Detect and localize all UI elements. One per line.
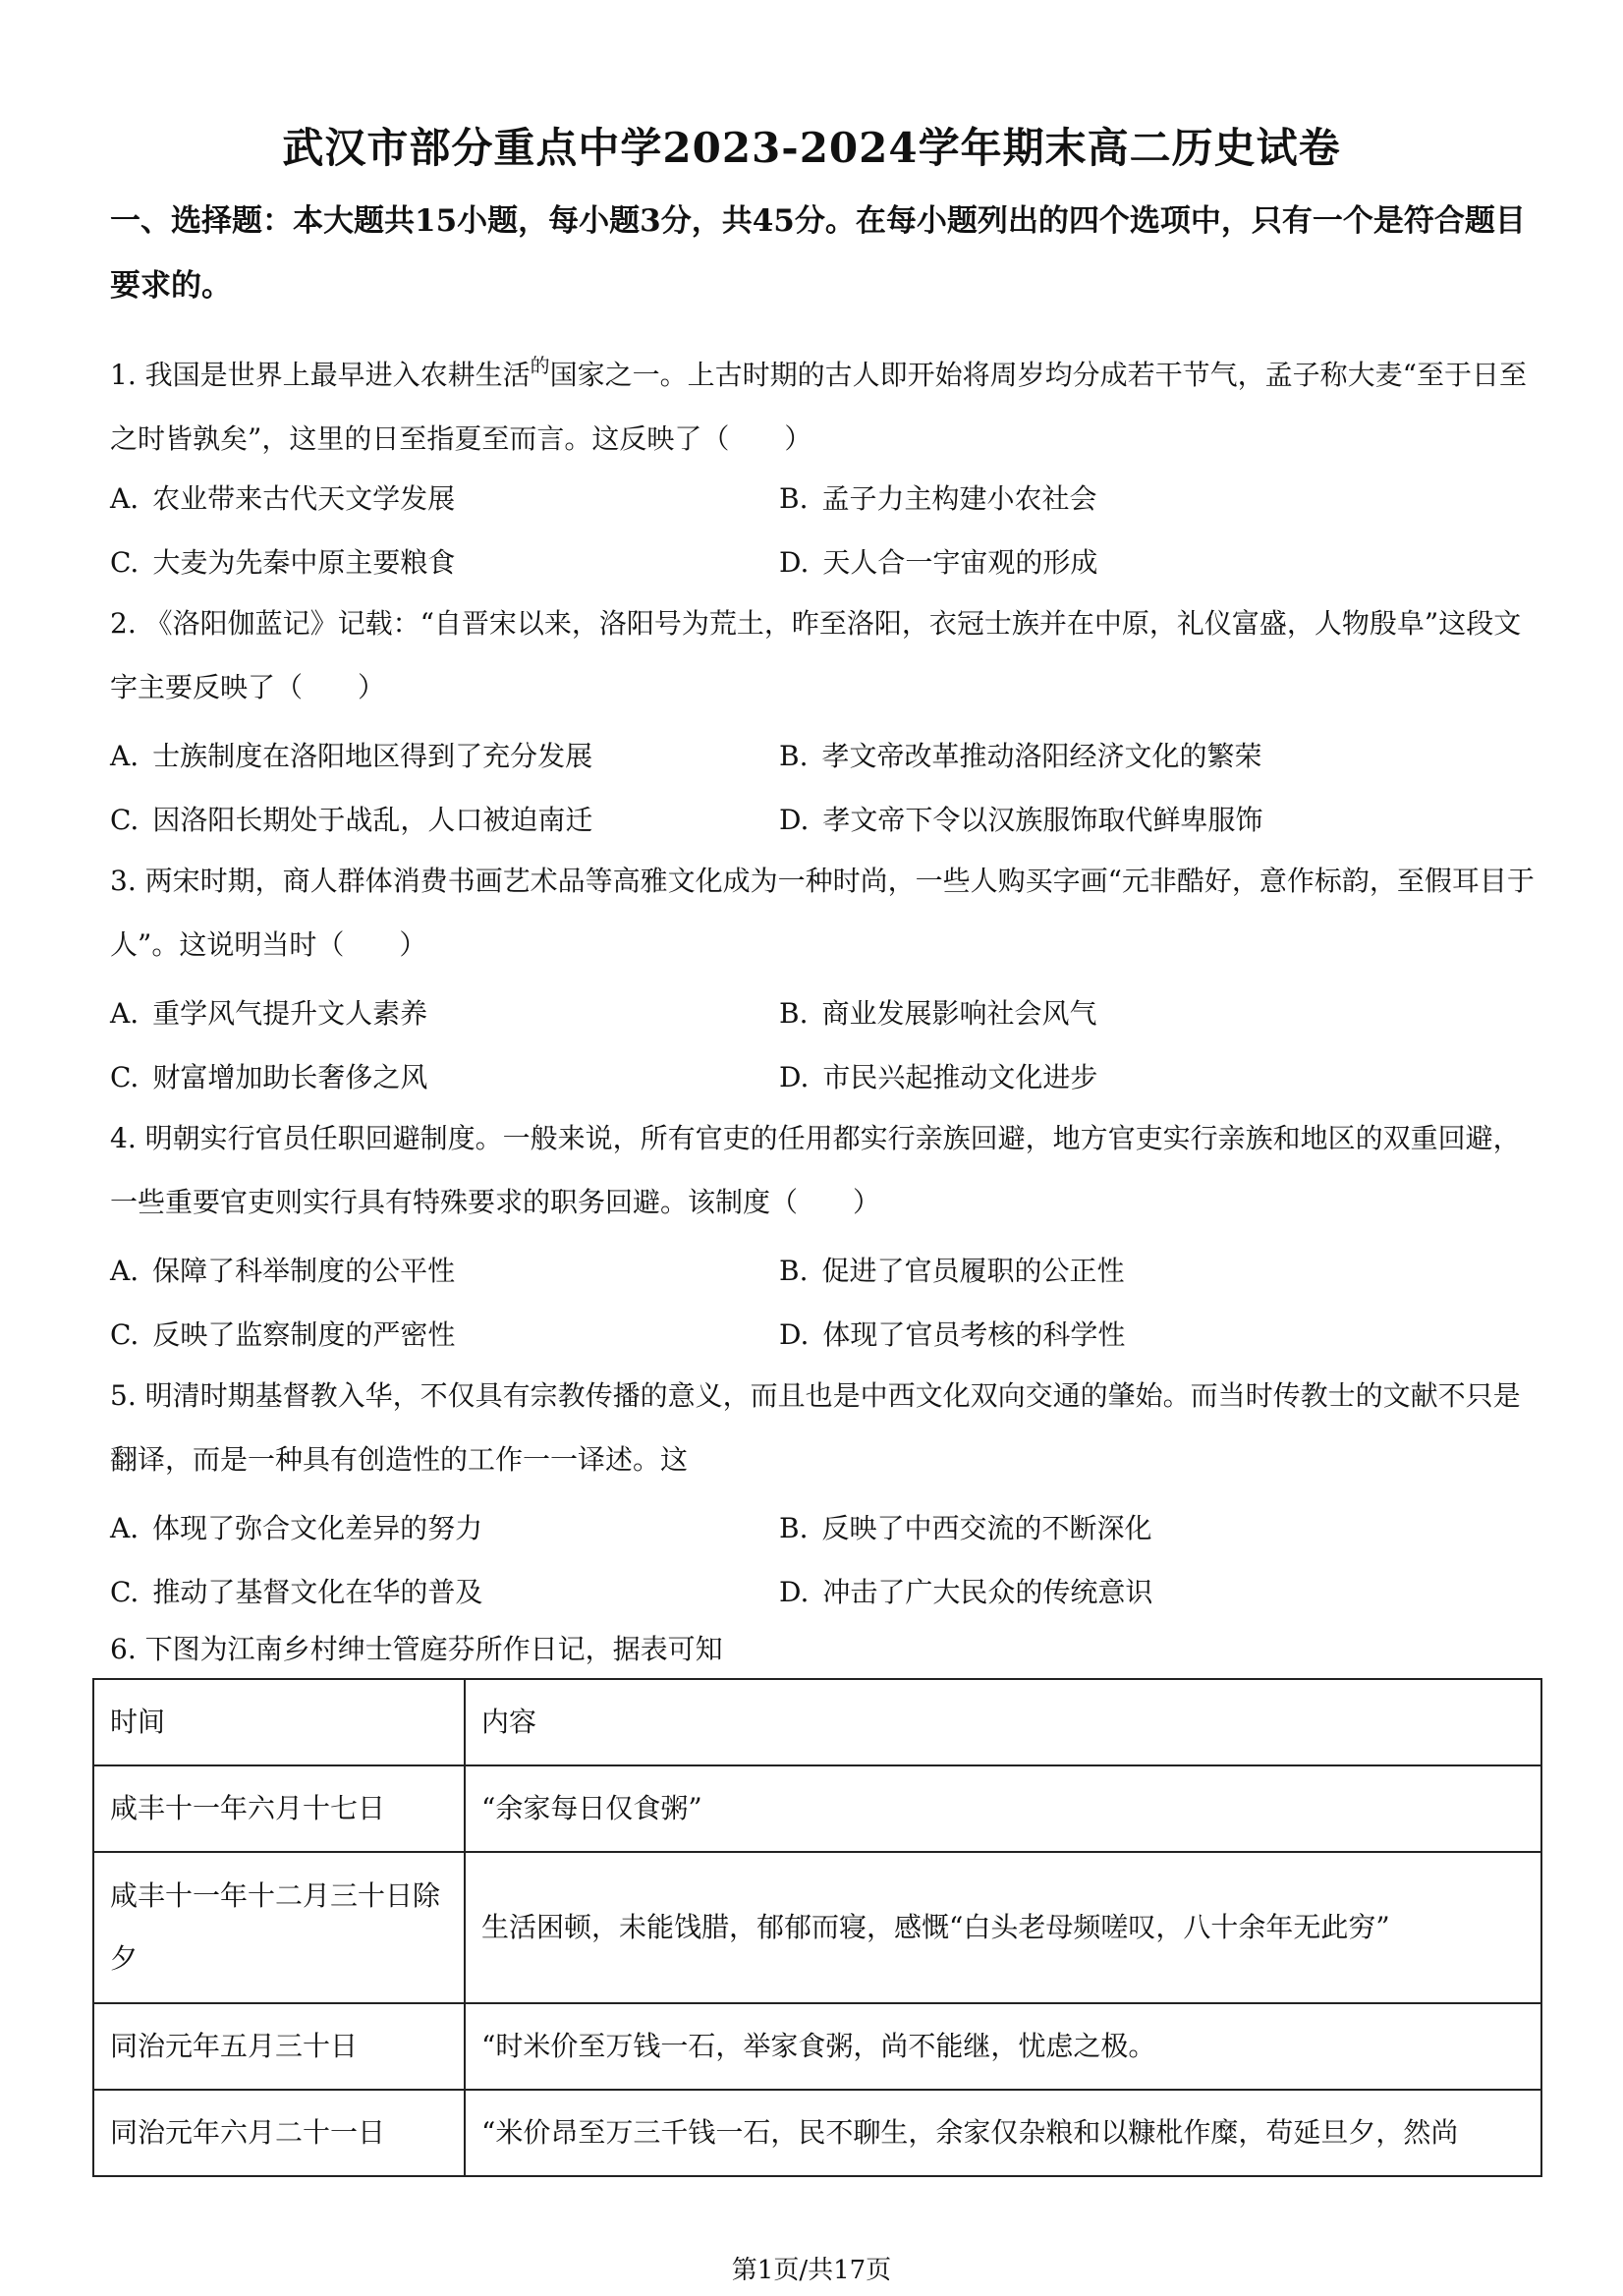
- table-row: [93, 1852, 1541, 2003]
- page-footer: 第1页/共17页: [731, 2256, 892, 2285]
- question-4-option-d[interactable]: [779, 1314, 1125, 1353]
- question-2-stem: 2. 《洛阳伽蓝记》记载：“自晋宋以来，洛阳号为荒土，昨至洛阳，衣冠士族并在中原，礼仪富盛，人物殷阜”这段文字主要反映了（ ）: [110, 607, 1522, 703]
- section-heading: 一、选择题：本大题共15小题，每小题3分，共45分。在每小题列出的四个选项中，只有一个是符合题目要求的。: [110, 203, 1526, 304]
- question-5-option-c[interactable]: [110, 1571, 482, 1610]
- table-header-row: [93, 1679, 1541, 1765]
- option-letter: D.: [779, 1061, 810, 1093]
- option-letter: C.: [110, 1318, 140, 1351]
- option-text: 重学风气提升文人素养: [152, 997, 428, 1030]
- option-text: 孟子力主构建小农社会: [821, 482, 1097, 515]
- option-text: 农业带来古代天文学发展: [152, 482, 456, 515]
- option-letter: D.: [779, 1318, 810, 1351]
- question-5-stem: 5. 明清时期基督教入华，不仅具有宗教传播的意义，而且也是中西文化双向交通的肇始。而当时传教士的文献不只是翻译，而是一种具有创造性的工作一一译述。这: [110, 1379, 1521, 1476]
- table-cell-time: 同治元年六月二十一日: [93, 2090, 465, 2176]
- option-text: 推动了基督文化在华的普及: [152, 1576, 483, 1608]
- question-1-stem-part-b: 国家之一。上古时期的古人即开始将周岁均分成若干节气，孟子称大麦“至于日至之时皆孰矣”，这里的日至指夏至而言。这反映了（ ）: [110, 359, 1527, 455]
- option-letter: D.: [779, 546, 810, 579]
- option-letter: A.: [110, 740, 140, 772]
- option-text: 促进了官员履职的公正性: [821, 1255, 1125, 1287]
- option-letter: D.: [779, 804, 810, 836]
- question-5-option-b[interactable]: [779, 1507, 1152, 1546]
- table-cell-content: 生活困顿，未能饯腊，郁郁而寝，感慨“白头老母频嗟叹，八十余年无此穷”: [465, 1852, 1541, 2003]
- table-header-time: 时间: [93, 1679, 465, 1765]
- question-4-option-c[interactable]: [110, 1314, 455, 1353]
- option-text: 因洛阳长期处于战乱，人口被迫南迁: [152, 804, 593, 836]
- option-letter: A.: [110, 482, 140, 515]
- option-letter: C.: [110, 546, 140, 579]
- option-text: 反映了监察制度的严密性: [152, 1318, 456, 1351]
- question-4-option-a[interactable]: [110, 1250, 455, 1289]
- table-cell-content: “余家每日仅食粥”: [465, 1765, 1541, 1852]
- table-cell-time: 同治元年五月三十日: [93, 2003, 465, 2090]
- option-text: 保障了科举制度的公平性: [152, 1255, 456, 1287]
- option-letter: A.: [110, 1255, 140, 1287]
- option-text: 天人合一宇宙观的形成: [822, 546, 1098, 579]
- exam-title: 武汉市部分重点中学2023-2024学年期末高二历史试卷: [282, 124, 1341, 172]
- question-5-option-a[interactable]: [110, 1507, 482, 1546]
- option-text: 反映了中西交流的不断深化: [821, 1512, 1152, 1544]
- diary-table: [92, 1678, 1542, 2177]
- option-letter: D.: [779, 1576, 810, 1608]
- option-letter: C.: [110, 1061, 140, 1093]
- option-text: 体现了官员考核的科学性: [822, 1318, 1126, 1351]
- option-letter: C.: [110, 804, 140, 836]
- option-text: 商业发展影响社会风气: [821, 997, 1097, 1030]
- question-1-option-c[interactable]: [110, 541, 455, 581]
- option-letter: B.: [779, 482, 809, 515]
- option-text: 大麦为先秦中原主要粮食: [152, 546, 456, 579]
- question-3-stem: 3. 两宋时期，商人群体消费书画艺术品等高雅文化成为一种时尚，一些人购买字画“元非酷好，意作标韵，至假耳目于人”。这说明当时（ ）: [110, 865, 1535, 961]
- option-text: 孝文帝下令以汉族服饰取代鲜卑服饰: [822, 804, 1263, 836]
- table-cell-content: “米价昂至万三千钱一石，民不聊生，余家仅杂粮和以糠枇作糜，苟延旦夕，然尚: [465, 2090, 1541, 2176]
- table-row: [93, 2003, 1541, 2090]
- option-letter: A.: [110, 997, 140, 1030]
- question-1-option-b[interactable]: [779, 477, 1097, 517]
- question-1-stem: [110, 334, 1544, 471]
- question-1-option-a[interactable]: [110, 477, 455, 517]
- table-header-content: 内容: [465, 1679, 1541, 1765]
- question-6-stem: 6. 下图为江南乡村绅士管庭芬所作日记，据表可知: [110, 1633, 723, 1665]
- table-cell-time: 咸丰十一年十二月三十日除夕: [93, 1852, 465, 2003]
- question-2-option-d[interactable]: [779, 799, 1262, 838]
- option-text: 财富增加助长奢侈之风: [152, 1061, 428, 1093]
- question-5-option-d[interactable]: [779, 1571, 1152, 1610]
- question-2-option-a[interactable]: [110, 735, 592, 774]
- question-1-stem-part-a: 1. 我国是世界上最早进入农耕生活: [110, 359, 531, 391]
- question-4-option-b[interactable]: [779, 1250, 1125, 1289]
- option-letter: B.: [779, 740, 809, 772]
- option-text: 市民兴起推动文化进步: [822, 1061, 1098, 1093]
- option-letter: B.: [779, 1512, 809, 1544]
- question-3-option-a[interactable]: [110, 992, 427, 1032]
- table-row: [93, 1765, 1541, 1852]
- question-1-stem-sup: 的: [530, 354, 550, 377]
- option-letter: B.: [779, 997, 809, 1030]
- question-3-option-b[interactable]: [779, 992, 1097, 1032]
- question-2-option-b[interactable]: [779, 735, 1262, 774]
- question-3-option-d[interactable]: [779, 1056, 1097, 1095]
- table-cell-content: “时米价至万钱一石，举家食粥，尚不能继，忧虑之极。: [465, 2003, 1541, 2090]
- option-letter: C.: [110, 1576, 140, 1608]
- question-2-option-c[interactable]: [110, 799, 592, 838]
- question-3-option-c[interactable]: [110, 1056, 427, 1095]
- option-text: 孝文帝改革推动洛阳经济文化的繁荣: [821, 740, 1262, 772]
- table-row: [93, 2090, 1541, 2176]
- question-1-option-d[interactable]: [779, 541, 1097, 581]
- option-text: 体现了弥合文化差异的努力: [152, 1512, 483, 1544]
- table-cell-time: 咸丰十一年六月十七日: [93, 1765, 465, 1852]
- option-letter: A.: [110, 1512, 140, 1544]
- option-letter: B.: [779, 1255, 809, 1287]
- option-text: 士族制度在洛阳地区得到了充分发展: [152, 740, 593, 772]
- option-text: 冲击了广大民众的传统意识: [822, 1576, 1153, 1608]
- question-4-stem: 4. 明朝实行官员任职回避制度。一般来说，所有官吏的任用都实行亲族回避，地方官吏实行亲族和地区的双重回避，一些重要官吏则实行具有特殊要求的职务回避。该制度（ ）: [110, 1122, 1521, 1218]
